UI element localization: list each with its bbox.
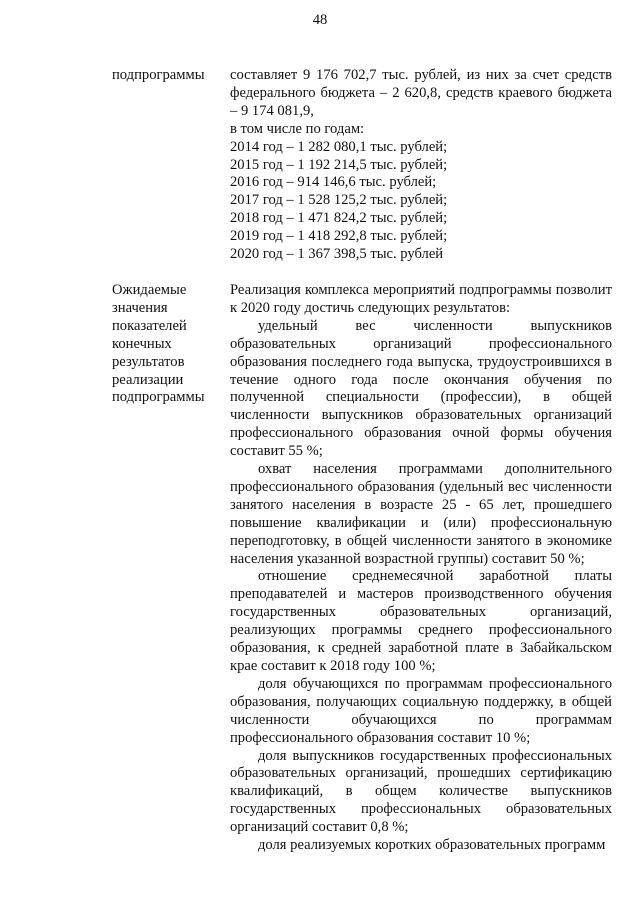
results-row: [112, 282, 612, 855]
funding-text: [230, 67, 612, 264]
funding-year-2018: 2018 год – 1 471 824,2 тыс. рублей;: [230, 210, 448, 227]
result-item-certification: доля выпускников государственных профессиональных образовательных организаций, прошедших сертификацию квалификаций, в общем количестве выпускников государственных профессиональных образовательных организаций составит 0,8 %;: [230, 747, 612, 836]
results-text: [230, 282, 612, 855]
results-label-line: результатов: [112, 353, 185, 370]
funding-intro: составляет 9 176 702,7 тыс. рублей, из них за счет средств федерального бюджета – 2 620,8, средств краевого бюджета – 9 174 081,9,: [230, 67, 612, 119]
funding-year-2019: 2019 год – 1 418 292,8 тыс. рублей;: [230, 228, 448, 245]
results-label-line: реализации: [112, 371, 184, 388]
funding-year-2016: 2016 год – 914 146,6 тыс. рублей;: [230, 174, 437, 191]
passport-table: [112, 67, 612, 855]
funding-year-2014: 2014 год – 1 282 080,1 тыс. рублей;: [230, 138, 448, 155]
funding-year-2020: 2020 год – 1 367 398,5 тыс. рублей: [230, 246, 444, 263]
results-label-line: конечных: [112, 335, 172, 352]
results-intro: Реализация комплекса мероприятий подпрограммы позволит к 2020 году достичь следующих результатов:: [230, 281, 612, 316]
results-label: [112, 282, 230, 855]
results-label-line: Ожидаемые: [112, 281, 187, 298]
funding-year-2017: 2017 год – 1 528 125,2 тыс. рублей;: [230, 192, 448, 209]
funding-row: [112, 67, 612, 264]
funding-by-year-intro: в том числе по годам:: [230, 120, 365, 137]
page-number: 48: [312, 12, 328, 28]
result-item-social-support: доля обучающихся по программам профессионального образования, получающих социальную поддержку, в общей численности обучающихся по программам профессионального образования составит 10 %;: [230, 675, 612, 746]
funding-label: подпрограммы: [112, 67, 205, 83]
result-item-additional-education: охват населения программами дополнительного профессионального образования (удельный вес численности занятого населения в возрасте 25 - 65 лет, прошедшего повышение квалификации и (или) профессиональную переподготовку, в общей численности занятого в экономике населения указанной возрастной группы) составит 50 %;: [230, 461, 612, 567]
result-item-salary-ratio: отношение среднемесячной заработной платы преподавателей и мастеров производственного обучения государственных образовательных организаций, реализующих программы среднего профессионального образования, к средней заработной плате в Забайкальском крае составит к 2018 году 100 %;: [230, 568, 612, 674]
result-item-employment: удельный вес численности выпускников образовательных организаций профессионального образования последнего года выпуска, трудоустроившихся в течение одного года после окончания обучения по полученной специальности (профессии), в общей численности выпускников образовательных организаций профессионального образования очной формы обучения составит 55 %;: [230, 317, 612, 460]
results-label-line: подпрограммы: [112, 389, 205, 406]
result-item-short-programs: доля реализуемых коротких образовательных программ: [258, 837, 606, 854]
results-label-line: показателей: [112, 317, 187, 334]
results-label-line: значения: [112, 299, 168, 316]
funding-year-2015: 2015 год – 1 192 214,5 тыс. рублей;: [230, 156, 448, 173]
